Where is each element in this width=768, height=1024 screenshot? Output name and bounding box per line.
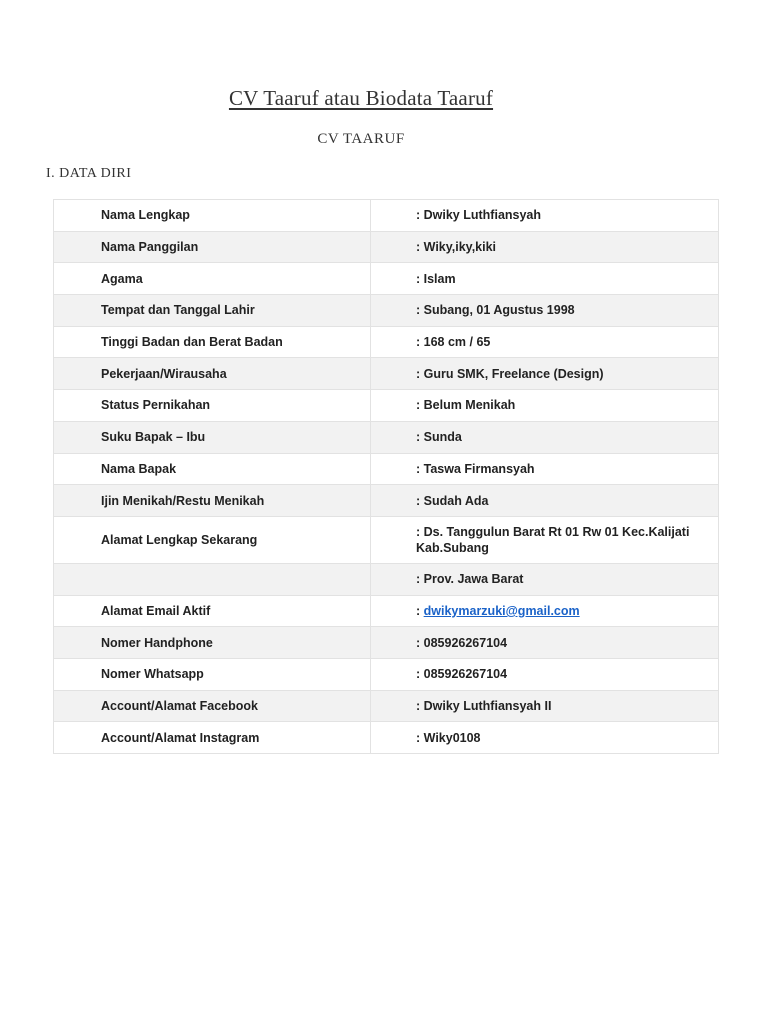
row-label: Nomer Handphone	[54, 627, 371, 659]
row-label: Status Pernikahan	[54, 390, 371, 422]
row-value: : Wiky,iky,kiki	[371, 231, 719, 263]
row-value: : Sunda	[371, 421, 719, 453]
row-value: : Prov. Jawa Barat	[371, 563, 719, 595]
row-label: Ijin Menikah/Restu Menikah	[54, 485, 371, 517]
table-row	[54, 358, 719, 390]
row-value: : Subang, 01 Agustus 1998	[371, 295, 719, 327]
row-label: Tinggi Badan dan Berat Badan	[54, 326, 371, 358]
row-value	[371, 595, 719, 627]
email-prefix: :	[416, 603, 424, 618]
data-diri-table	[53, 199, 719, 754]
row-label	[54, 563, 371, 595]
table-row	[54, 722, 719, 754]
section-heading-data-diri: I. DATA DIRI	[46, 166, 132, 181]
row-value: : Guru SMK, Freelance (Design)	[371, 358, 719, 390]
row-value: : Dwiky Luthfiansyah II	[371, 690, 719, 722]
table-row	[54, 690, 719, 722]
table-row	[54, 326, 719, 358]
table-row	[54, 595, 719, 627]
document-title: CV Taaruf atau Biodata Taaruf	[228, 86, 494, 110]
row-value: : Wiky0108	[371, 722, 719, 754]
row-label: Alamat Lengkap Sekarang	[54, 516, 371, 563]
table-row	[54, 563, 719, 595]
table-row	[54, 390, 719, 422]
table-row	[54, 453, 719, 485]
row-value: : 168 cm / 65	[371, 326, 719, 358]
row-label: Pekerjaan/Wirausaha	[54, 358, 371, 390]
table-row	[54, 295, 719, 327]
row-value: : Taswa Firmansyah	[371, 453, 719, 485]
row-value: : 085926267104	[371, 658, 719, 690]
row-label: Tempat dan Tanggal Lahir	[54, 295, 371, 327]
row-label: Alamat Email Aktif	[54, 595, 371, 627]
row-label: Agama	[54, 263, 371, 295]
row-label: Account/Alamat Facebook	[54, 690, 371, 722]
email-link[interactable]: dwikymarzuki@gmail.com	[423, 603, 580, 618]
table-row	[54, 485, 719, 517]
row-value: : Dwiky Luthfiansyah	[371, 200, 719, 232]
row-label: Nomer Whatsapp	[54, 658, 371, 690]
row-value: : Islam	[371, 263, 719, 295]
table-row	[54, 516, 719, 563]
row-value: : Sudah Ada	[371, 485, 719, 517]
row-value: : 085926267104	[371, 627, 719, 659]
table-row	[54, 658, 719, 690]
table-row	[54, 627, 719, 659]
row-value: : Belum Menikah	[371, 390, 719, 422]
table-row	[54, 200, 719, 232]
table-row	[54, 231, 719, 263]
row-label: Nama Panggilan	[54, 231, 371, 263]
table-row	[54, 263, 719, 295]
row-label: Nama Bapak	[54, 453, 371, 485]
table-row	[54, 421, 719, 453]
document-subtitle: CV TAARUF	[317, 131, 405, 147]
row-label: Nama Lengkap	[54, 200, 371, 232]
row-label: Suku Bapak – Ibu	[54, 421, 371, 453]
row-label: Account/Alamat Instagram	[54, 722, 371, 754]
row-value: : Ds. Tanggulun Barat Rt 01 Rw 01 Kec.Kalijati Kab.Subang	[371, 516, 719, 563]
